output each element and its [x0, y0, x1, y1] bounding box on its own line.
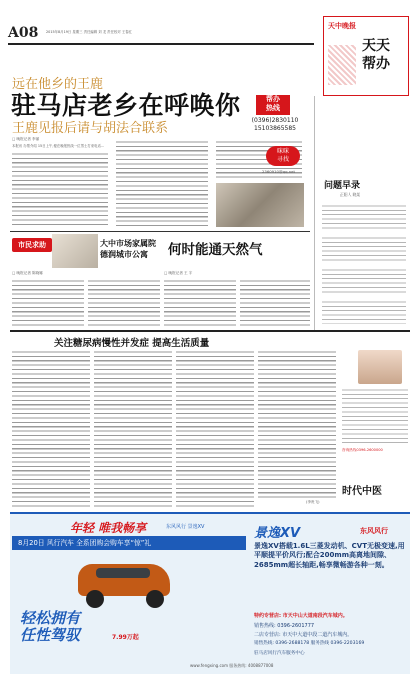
ad-sales-phone: 销售热线: 0396-2601777 [254, 623, 315, 629]
hotline-box [236, 95, 308, 139]
health-top-rule [10, 330, 410, 332]
feature-body-col-4 [240, 279, 310, 327]
qa-body-3 [322, 268, 406, 296]
masthead-box [323, 16, 409, 96]
lost-badge-label: 咪咪 寻找 [276, 148, 289, 163]
hotline-phone: (0396)2830110 15103865585 [251, 117, 299, 132]
health-body-col-1 [12, 350, 90, 510]
ad-big-slogan: 轻松拥有 任性驾驭 [20, 609, 81, 644]
lead-byline: □ 晚报记者 李丽 [12, 137, 40, 141]
feature-byline-right: □ 晚报记者 王 宇 [164, 271, 193, 275]
header-rule [8, 43, 314, 45]
ad-maker: 东风风行 [360, 527, 388, 535]
lead-headline: 驻马店老乡在呼唤你 [11, 91, 241, 120]
ad-price: 7.99万起 [112, 634, 139, 641]
right-column-divider [314, 96, 315, 330]
health-byline: (李贵飞) [306, 500, 320, 504]
feature-body-col-2 [88, 279, 160, 327]
health-headline: 关注糖尿病慢性并发症 提高生活质量 [54, 338, 210, 349]
ad-sales-phone-2: 销售热线: 0396-2688178 服务热线 0396-2203169 [254, 641, 365, 646]
column-name: 天天 帮办 [362, 38, 390, 72]
lead-photo [216, 183, 304, 227]
ad-dealer-label: 特约专营店: 市天中山大道南段汽车城内。 [254, 613, 348, 619]
feature-headline-1: 大中市场家属院 [100, 239, 156, 248]
qa-title: 问题早录 [324, 181, 361, 191]
page-header [8, 16, 314, 66]
page-number: A08 [8, 25, 39, 41]
lead-body-col-1 [12, 152, 108, 228]
masthead-pattern [328, 45, 356, 85]
qa-subtitle: 正阳人 晓某 [340, 192, 361, 197]
side-body [342, 388, 408, 444]
hotline-title: 帮办 热线 [256, 95, 290, 115]
lead-body-col-2 [116, 140, 208, 228]
health-body-col-2 [94, 350, 172, 510]
qa-body-1 [322, 204, 406, 232]
ad-car [70, 554, 180, 614]
feature-body-col-3 [164, 279, 236, 327]
ad-footer: www.fengxing.com 服务热线: 4008877008 [190, 663, 274, 668]
issue-info: 2015年8月19日 星期三 责任编辑 刘 龙 责任校对 王春红 [46, 30, 132, 34]
ad-brand: 景逸XV [254, 526, 301, 541]
feature-headline-2: 德润城市公寓 [100, 250, 148, 259]
ad-addr-2: 二店专营店: 市天中大道中段二道汽车城内。 [254, 632, 353, 638]
ad-brand-left: 东风风行 景逸XV [166, 524, 205, 530]
hotline-qq: 2360910@qq.net [262, 169, 295, 174]
lead-intro: 本报讯 办帮介绍 15日上午,便在晚报热线一位男士打来电话... [12, 144, 105, 148]
ad-launch: 8月20日 风行汽车 全系团购会购车享“惊”礼 [12, 536, 246, 550]
health-body-col-3 [176, 350, 254, 510]
feature-headline-big: 何时能通天然气 [168, 242, 263, 258]
side-ribbon: 咨询热线0396-2600000 [342, 448, 383, 452]
ad-block [10, 512, 410, 674]
ad-feature-text: 景逸XV搭载1.6L三菱发动机、CVT无极变速,用平顺提平价风行;配合200mm高离地间隙、2685mm超长轴距,畅享微畅游各种一刻。 [254, 542, 405, 569]
side-column [340, 350, 410, 510]
lead-kicker: 远在他乡的王鹿 [12, 77, 104, 92]
ad-banner-top: 年轻 唯我畅享 [70, 521, 147, 535]
masthead-brand: 天中晚报 [328, 21, 356, 30]
feature-top-rule [10, 231, 310, 232]
qa-body-2 [322, 236, 406, 264]
side-title: 时代中医 [342, 486, 382, 497]
qa-body-4 [322, 300, 406, 324]
feature-tag: 市民求助 [12, 238, 52, 252]
qa-column [318, 178, 410, 328]
health-body-col-4 [258, 350, 336, 498]
ad-dealer-name: 驻马店风行汽车服务中心 [254, 651, 305, 656]
feature-photo [52, 234, 98, 268]
lead-subheadline: 王鹿见报后请与胡法合联系 [12, 121, 169, 136]
lost-badge [266, 146, 300, 166]
side-photo [358, 350, 402, 384]
feature-body-col-1 [12, 279, 84, 327]
feature-byline: □ 晚报记者 陈晓娜 [12, 271, 43, 275]
